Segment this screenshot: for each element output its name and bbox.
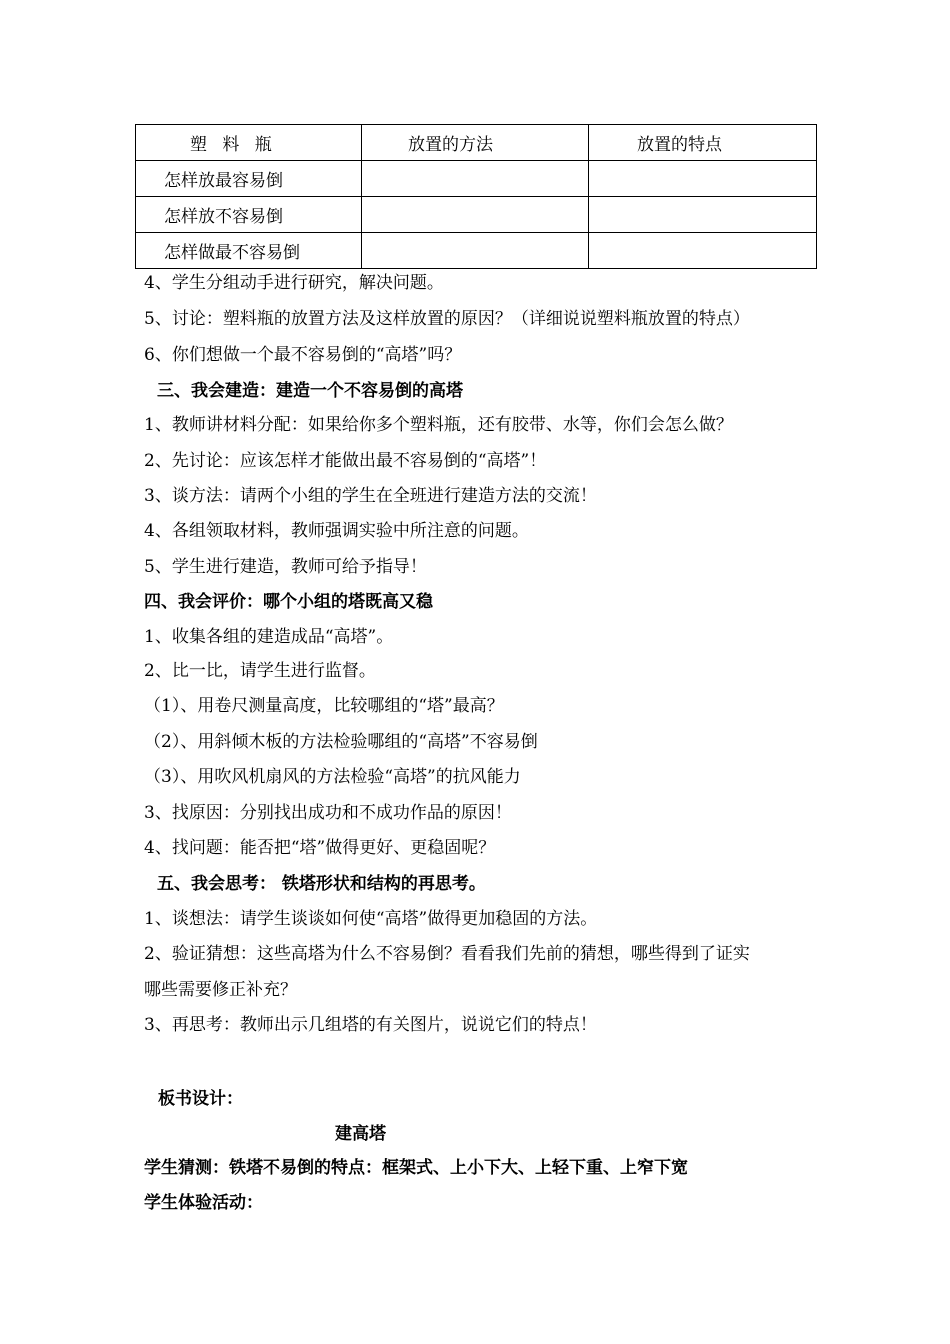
table-cell — [362, 161, 589, 197]
paragraph: 4、学生分组动手进行研究，解决问题。 — [144, 273, 444, 293]
table-header-cell: 放置的特点 — [589, 125, 817, 161]
paragraph: 2、先讨论：应该怎样才能做出最不容易倒的“高塔”！ — [144, 451, 547, 471]
table-header-row — [136, 125, 817, 161]
table-row — [136, 161, 817, 197]
table-row-label: 怎样做最不容易倒 — [136, 233, 362, 269]
paragraph: （1）、用卷尺测量高度，比较哪组的“塔”最高？ — [144, 696, 504, 716]
paragraph: 3、谈方法：请两个小组的学生在全班进行建造方法的交流！ — [144, 486, 597, 506]
section-heading: 四、我会评价：哪个小组的塔既高又稳 — [144, 592, 433, 612]
table-cell — [589, 233, 817, 269]
paragraph: 4、各组领取材料，教师强调实验中所注意的问题。 — [144, 521, 529, 541]
board-line: 学生体验活动： — [144, 1193, 263, 1213]
section-heading: 三、我会建造：建造一个不容易倒的高塔 — [157, 381, 463, 401]
table-row-label: 怎样放不容易倒 — [136, 197, 362, 233]
paragraph: 4、找问题：能否把“塔”做得更好、更稳固呢？ — [144, 838, 496, 858]
observation-table — [135, 124, 817, 269]
paragraph: 6、你们想做一个最不容易倒的“高塔”吗？ — [144, 345, 462, 365]
table-header-cell: 放置的方法 — [362, 125, 589, 161]
table-row-label: 怎样放最容易倒 — [136, 161, 362, 197]
paragraph: 3、找原因：分别找出成功和不成功作品的原因！ — [144, 803, 512, 823]
table-cell — [362, 233, 589, 269]
section-heading: 五、我会思考： 铁塔形状和结构的再思考。 — [157, 874, 486, 894]
table-header-cell: 塑 料 瓶 — [136, 125, 362, 161]
paragraph: 1、谈想法：请学生谈谈如何使“高塔”做得更加稳固的方法。 — [144, 909, 598, 929]
table-cell — [589, 161, 817, 197]
table-row — [136, 197, 817, 233]
paragraph: 2、比一比，请学生进行监督。 — [144, 661, 376, 681]
board-design-label: 板书设计： — [158, 1089, 243, 1109]
board-line: 学生猜测：铁塔不易倒的特点：框架式、上小下大、上轻下重、上窄下宽 — [144, 1158, 688, 1178]
paragraph: 1、教师讲材料分配：如果给你多个塑料瓶，还有胶带、水等，你们会怎么做？ — [144, 415, 733, 435]
paragraph: 3、再思考：教师出示几组塔的有关图片，说说它们的特点！ — [144, 1015, 597, 1035]
paragraph: 2、验证猜想：这些高塔为什么不容易倒？看看我们先前的猜想，哪些得到了证实 — [144, 944, 750, 964]
paragraph: 5、讨论：塑料瓶的放置方法及这样放置的原因？（详细说说塑料瓶放置的特点） — [144, 309, 750, 329]
paragraph: 哪些需要修正补充？ — [144, 980, 297, 1000]
board-title: 建高塔 — [335, 1124, 386, 1144]
table-cell — [362, 197, 589, 233]
paragraph: 1、收集各组的建造成品“高塔”。 — [144, 627, 394, 647]
paragraph: 5、学生进行建造，教师可给予指导！ — [144, 557, 427, 577]
paragraph: （2）、用斜倾木板的方法检验哪组的“高塔”不容易倒 — [144, 732, 538, 752]
paragraph: （3）、用吹风机扇风的方法检验“高塔”的抗风能力 — [144, 767, 521, 787]
table-cell — [589, 197, 817, 233]
table-row — [136, 233, 817, 269]
